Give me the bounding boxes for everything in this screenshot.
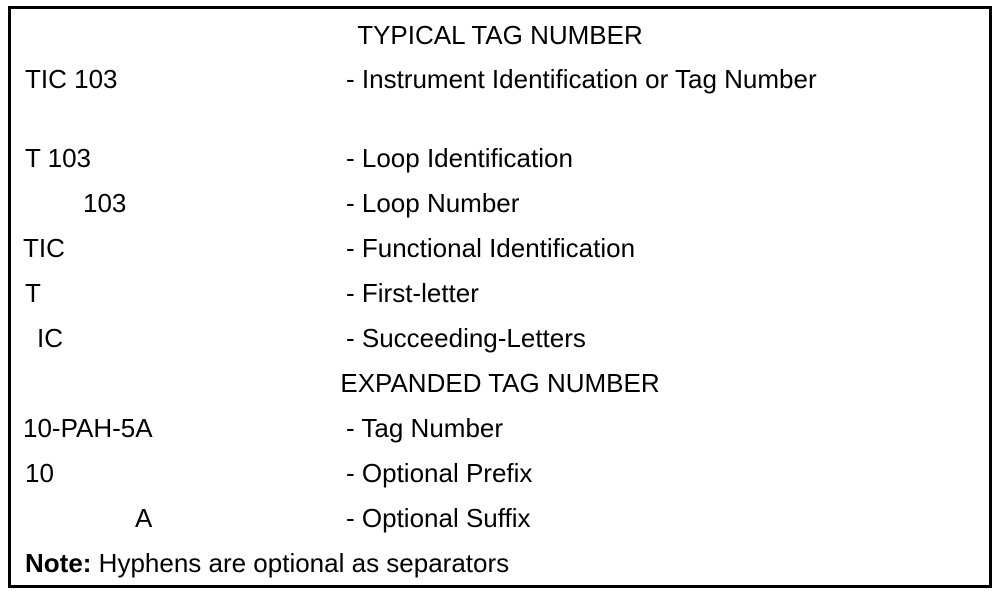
diagram-border-box <box>8 6 992 588</box>
row-functional-identification <box>11 226 989 271</box>
tag-loop-number: 103 <box>83 188 127 218</box>
row-optional-suffix <box>11 496 989 541</box>
row-note <box>11 541 989 586</box>
desc-tag-number: - Tag Number <box>346 413 504 443</box>
row-succeeding-letters <box>11 316 989 361</box>
tag-optional-prefix: 10 <box>25 458 54 488</box>
tag-optional-suffix: A <box>135 503 153 533</box>
section-heading-expanded-row <box>11 361 989 406</box>
note-text: Hyphens are optional as separators <box>91 548 510 578</box>
row-first-letter <box>11 271 989 316</box>
tag-functional-identification: TIC <box>23 233 65 263</box>
desc-instrument-identification: - Instrument Identification or Tag Number <box>346 64 817 94</box>
section-heading-typical: TYPICAL TAG NUMBER <box>357 20 643 50</box>
tag-first-letter: T <box>25 278 41 308</box>
tag-succeeding-letters: IC <box>37 323 63 353</box>
row-optional-prefix <box>11 451 989 496</box>
desc-loop-identification: - Loop Identification <box>346 143 573 173</box>
desc-first-letter: - First-letter <box>346 278 479 308</box>
section-heading-typical-row <box>11 13 989 58</box>
diagram-rows <box>11 9 989 585</box>
note-label: Note: <box>25 548 92 578</box>
tag-instrument-identification: TIC 103 <box>25 64 118 94</box>
row-loop-number <box>11 181 989 226</box>
row-loop-identification <box>11 136 989 181</box>
tag-tag-number: 10-PAH-5A <box>23 413 153 443</box>
desc-functional-identification: - Functional Identification <box>346 233 636 263</box>
desc-loop-number: - Loop Number <box>346 188 520 218</box>
desc-optional-suffix: - Optional Suffix <box>346 503 531 533</box>
desc-succeeding-letters: - Succeeding-Letters <box>346 323 586 353</box>
row-tag-number <box>11 406 989 451</box>
desc-optional-prefix: - Optional Prefix <box>346 458 533 488</box>
note-line <box>25 541 509 586</box>
tag-loop-identification: T 103 <box>25 143 92 173</box>
section-heading-expanded: EXPANDED TAG NUMBER <box>340 368 660 398</box>
row-instrument-identification <box>11 57 989 102</box>
